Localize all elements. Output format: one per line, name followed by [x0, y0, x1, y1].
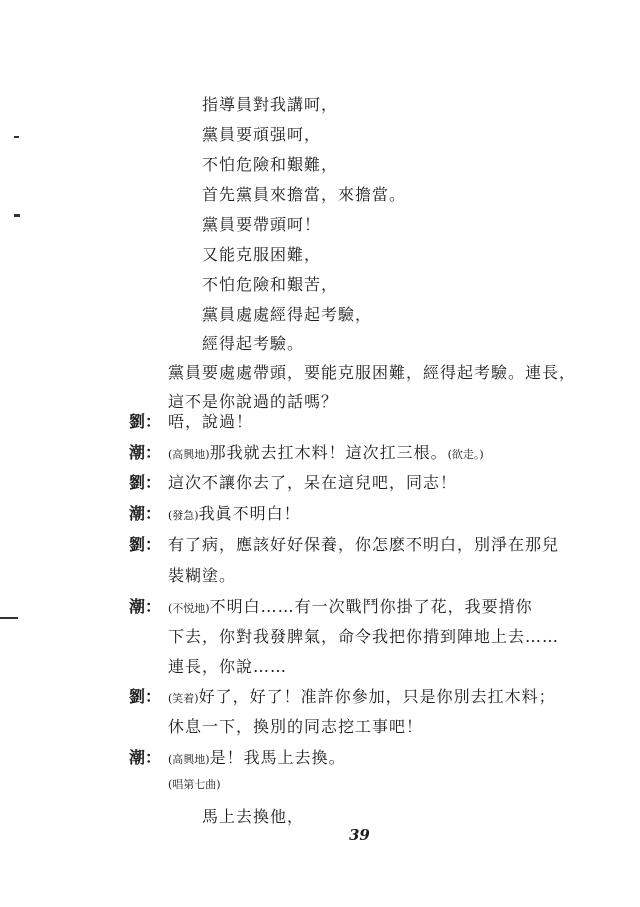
dialogue-line [168, 470, 457, 493]
lyric-line: 馬上去換他， [202, 807, 305, 826]
lyric-line: 黨員要頑强呵， [202, 125, 322, 144]
lyric-line: 首先黨員來擔當，來擔當。 [202, 185, 407, 204]
speaker-label: 潮： [129, 504, 162, 523]
dialogue-text: 不明白……有一次戰鬥你掛了花，我要揹你 [209, 597, 533, 616]
scan-mark [14, 214, 20, 217]
lyric-line: 黨員處處經得起考驗， [202, 305, 373, 324]
speaker-label: 劉： [129, 687, 162, 706]
dialogue-line [168, 684, 556, 707]
stage-direction: (發急) [168, 509, 199, 522]
dialogue-line [168, 532, 559, 555]
dialogue-text: 我眞不明白！ [198, 504, 301, 523]
dialogue-line [168, 409, 253, 432]
stage-direction: (不悦地) [168, 602, 210, 615]
stage-direction: (高興地) [168, 448, 210, 461]
dialogue-line [168, 440, 484, 463]
lyric-line: 不怕危險和艱難， [202, 155, 339, 174]
dialogue-line [168, 594, 533, 617]
lyric-line: 不怕危險和艱苦， [202, 275, 339, 294]
stage-direction: (唱第七曲) [168, 778, 221, 791]
dialogue-text: 裝糊塗。 [168, 566, 237, 585]
dialogue-line [168, 745, 346, 768]
page-number: 39 [349, 826, 370, 844]
prose-line: 這不是你說過的話嗎？ [168, 392, 339, 411]
dialogue-text: 是！我馬上去換。 [209, 748, 346, 767]
dialogue-line [168, 563, 236, 586]
stage-direction: (高興地) [168, 753, 210, 766]
dialogue-text: 下去，你對我發脾氣，命令我把你揹到陣地上去…… [168, 627, 560, 646]
dialogue-line [168, 624, 559, 647]
dialogue-text: 好了，好了！准許你參加，只是你別去扛木料； [198, 687, 556, 706]
dialogue-line [168, 501, 301, 524]
dialogue-text: 有了病，應該好好保養，你怎麽不明白，別淨在那兒 [168, 535, 560, 554]
stage-direction: (欲走。) [447, 448, 484, 461]
speaker-label: 劉： [129, 535, 162, 554]
dialogue-line [168, 714, 423, 737]
speaker-label: 潮： [129, 748, 162, 767]
lyric-line: 指導員對我講呵， [202, 95, 339, 114]
lyric-line: 又能克服困難， [202, 245, 322, 264]
stage-direction: (笑着) [168, 692, 199, 705]
speaker-label: 劉： [129, 412, 162, 431]
speaker-label: 劉： [129, 473, 162, 492]
dialogue-line [168, 654, 287, 677]
dialogue-text: 那我就去扛木料！這次扛三根。 [209, 443, 448, 462]
prose-line: 黨員要處處帶頭，要能克服困難，經得起考驗。連長， [168, 363, 577, 382]
lyric-line: 經得起考驗。 [202, 334, 305, 353]
dialogue-text: 休息一下，換別的同志挖工事吧！ [168, 717, 424, 736]
lyric-line: 黨員要帶頭呵！ [202, 215, 322, 234]
dialogue-text: 唔，說過！ [168, 412, 254, 431]
scan-mark [14, 136, 19, 138]
speaker-label: 潮： [129, 443, 162, 462]
scan-mark [0, 617, 18, 619]
dialogue-text: 連長，你說…… [168, 657, 288, 676]
dialogue-text: 這次不讓你去了，呆在這兒吧，同志！ [168, 473, 458, 492]
speaker-label: 潮： [129, 597, 162, 616]
